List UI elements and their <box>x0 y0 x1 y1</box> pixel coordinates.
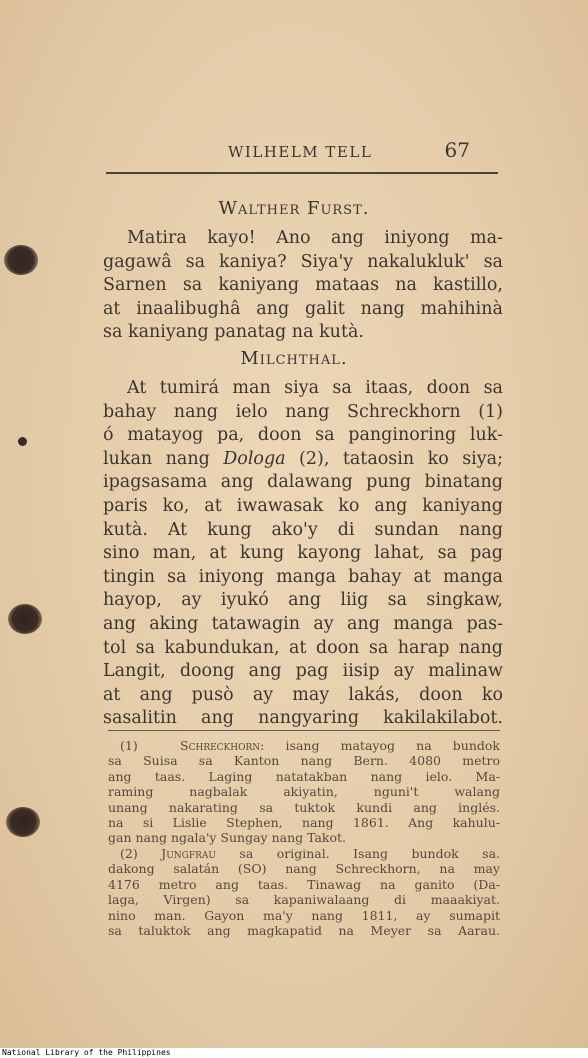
text-line: At tumirá man siya sa itaas, doon sa <box>127 378 503 398</box>
text-line: unang nakarating sa tuktok kundi ang inglés. <box>108 799 500 815</box>
footnote-1 <box>108 738 500 846</box>
text-line: kutà. At kung ako'y di sundan nang <box>103 519 503 540</box>
text-line: at inaalibughâ ang galit nang mahihinà <box>103 298 503 319</box>
speaker-heading: Milchthal. <box>240 348 348 369</box>
text-line <box>103 448 503 472</box>
dialogue-paragraph <box>103 377 503 731</box>
footnote-term: Jungfrau <box>161 846 216 861</box>
text-line: laga, Virgen) sa kapaniwalaang di maaakiyat. <box>108 892 500 908</box>
text-line: hayop, ay iyukó ang liig sa singkaw, <box>103 590 503 611</box>
text-line <box>108 738 500 753</box>
text-line: sa taluktok ang magkapatid na Meyer sa Aarau. <box>108 923 500 939</box>
text-line: sa kaniyang panatag na kutà. <box>103 322 364 343</box>
running-head <box>228 140 478 164</box>
running-head-title: WILHELM TELL <box>228 143 373 161</box>
binding-hole <box>8 604 42 634</box>
text-line: Matira kayo! Ano ang iniyong ma- <box>127 228 503 248</box>
text-line: 4176 metro ang taas. Tinawag na ganito (Da- <box>108 876 500 892</box>
text-fragment: isang matayog na bundok <box>264 738 500 753</box>
text-line: sino man, at kung kayong lahat, sa pag <box>103 543 503 564</box>
footnote-marker: (1) <box>120 738 138 753</box>
text-line: Sarnen sa kaniyang mataas na kastillo, <box>103 275 503 296</box>
text-line: ó matayog pa, doon sa panginoring luk- <box>103 425 503 446</box>
text-fragment: sa original. Isang bundok sa. <box>215 846 500 861</box>
text-line: bahay nang ielo nang Schreckhorn (1) <box>103 401 503 422</box>
text-line: ipagsasama ang dalawang pung binatang <box>103 472 503 493</box>
text-line: raming nagbalak akiyatin, nguni't walang <box>108 784 500 800</box>
footnote-marker: (2) <box>120 846 138 861</box>
text-line: gan nang ngala'y Sungay nang Takot. <box>108 830 347 846</box>
page-number: 67 <box>444 138 470 162</box>
text-line: at ang pusò ay may lakás, doon ko <box>103 684 503 705</box>
footnote-rule <box>108 730 500 731</box>
footnote-2 <box>108 846 500 938</box>
italic-term: Dologa <box>223 448 286 469</box>
binding-hole <box>6 807 40 837</box>
library-credit: National Library of the Philippines <box>2 1048 171 1057</box>
text-line: nino man. Gayon ma'y nang 1811, ay sumapit <box>108 907 500 923</box>
text-line: dakong salatán (SO) nang Schreckhorn, na may <box>108 861 500 877</box>
binding-hole <box>4 245 38 275</box>
text-line: ang taas. Laging natatakban nang ielo. Ma- <box>108 768 500 784</box>
text-line: Langit, doong ang pag iisip ay malinaw <box>103 661 503 682</box>
header-rule <box>106 172 498 174</box>
text-fragment: (2), tataosin ko siya; <box>285 448 503 469</box>
text-line: paris ko, at iwawasak ko ang kaniyang <box>103 495 503 516</box>
text-line: tingin sa iniyong manga bahay at manga <box>103 566 503 587</box>
text-line: na si Lislie Stephen, nang 1861. Ang kahulu- <box>108 815 500 831</box>
text-line: sasalitin ang nangyaring kakilakilabot. <box>103 708 503 729</box>
text-fragment: lukan nang <box>103 448 224 469</box>
text-line: ang aking tatawagin ay ang manga pas- <box>103 613 503 634</box>
text-line: sa Suisa sa Kanton nang Bern. 4080 metro <box>108 753 500 769</box>
text-line <box>108 846 500 861</box>
text-line: tol sa kabundukan, at doon sa harap nang <box>103 637 503 658</box>
text-line: gagawâ sa kaniya? Siya'y nakaluklukꞌ sa <box>103 251 503 272</box>
footnote-term: Schreckhorn: <box>180 738 265 753</box>
speaker-heading: Walther Furst. <box>218 198 370 219</box>
dialogue-paragraph <box>103 227 503 345</box>
binding-hole <box>18 437 27 446</box>
